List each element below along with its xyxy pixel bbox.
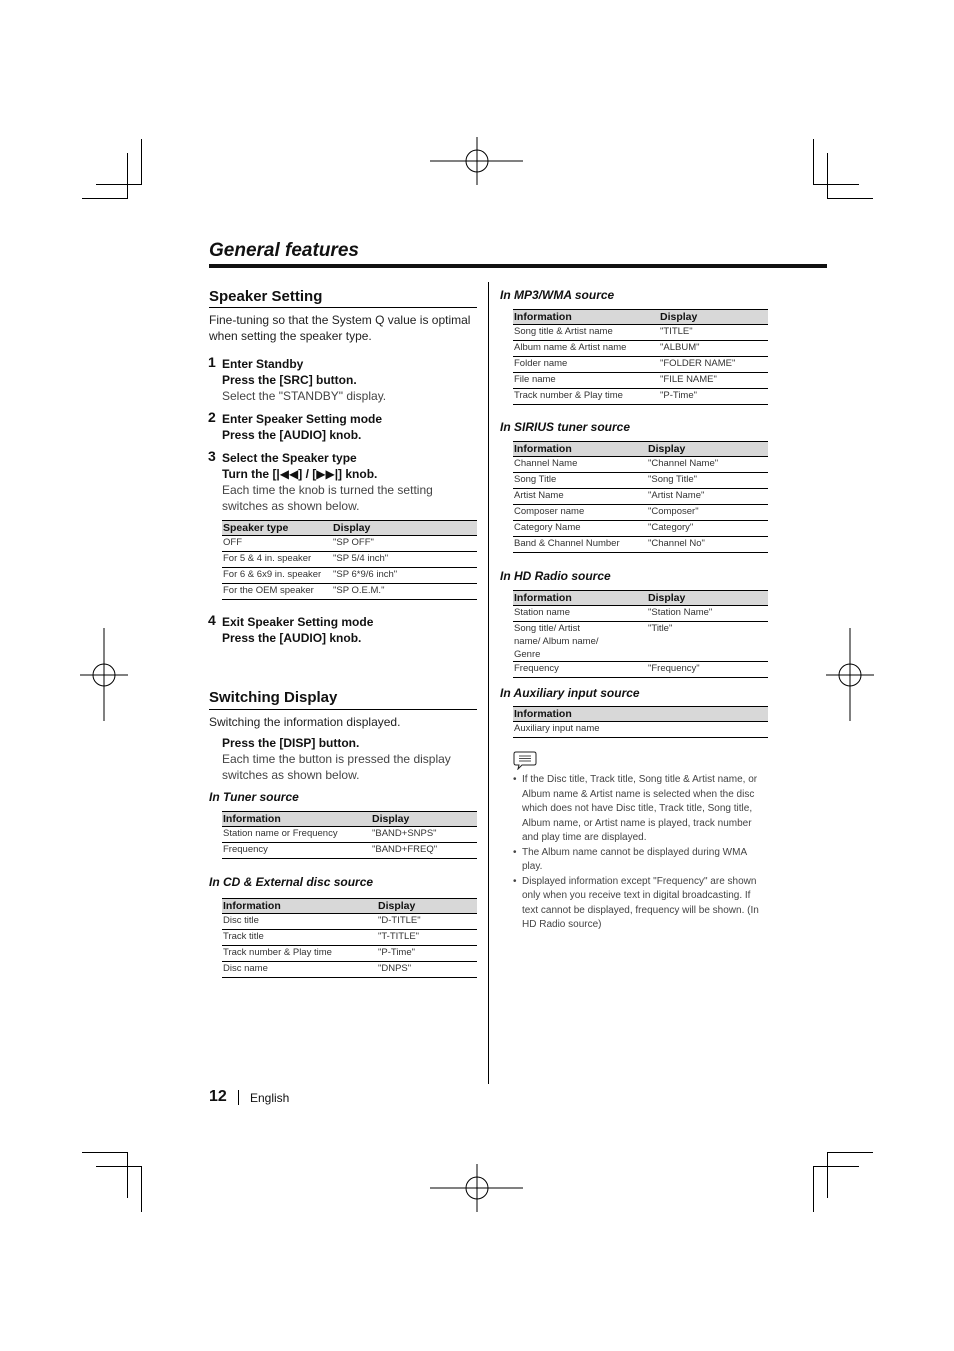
table-cell: "Channel No" bbox=[647, 537, 768, 553]
note-item: • Displayed information except "Frequency" are shown only when you receive text in digital broadcasting. If text cannot be displayed, frequency will be shown. (In HD Radio source) bbox=[513, 875, 768, 933]
switching-intro: Switching the information displayed. bbox=[209, 715, 401, 729]
table-cell: "Channel Name" bbox=[647, 457, 768, 473]
table-cell: "Category" bbox=[647, 521, 768, 537]
table-row bbox=[222, 962, 477, 978]
crop-mark bbox=[813, 1166, 859, 1167]
crop-mark bbox=[82, 198, 128, 199]
table-row bbox=[513, 622, 768, 662]
step-action: Press the [AUDIO] knob. bbox=[222, 631, 362, 645]
switching-action: Press the [DISP] button. bbox=[222, 736, 360, 750]
crop-mark bbox=[127, 1152, 128, 1198]
table-row bbox=[513, 722, 768, 738]
table-row bbox=[513, 357, 768, 373]
notes-list bbox=[513, 773, 768, 933]
table-row bbox=[222, 914, 477, 930]
table-cell: Station name or Frequency bbox=[222, 827, 371, 843]
step-number: 1 bbox=[208, 354, 216, 370]
step-number: 4 bbox=[208, 612, 216, 628]
table-cell: For 5 & 4 in. speaker bbox=[222, 552, 332, 568]
table-header: Display bbox=[647, 591, 768, 606]
table-cell: For 6 & 6x9 in. speaker bbox=[222, 568, 332, 584]
table-header: Display bbox=[647, 442, 768, 457]
step-title: Select the Speaker type bbox=[222, 451, 357, 465]
table-cell: "Title" bbox=[647, 622, 768, 662]
tuner-table bbox=[222, 811, 477, 859]
step-action: Press the [AUDIO] knob. bbox=[222, 428, 362, 442]
table-header: Information bbox=[513, 591, 647, 606]
step-number: 3 bbox=[208, 448, 216, 464]
table-row bbox=[513, 505, 768, 521]
table-row bbox=[513, 489, 768, 505]
registration-mark bbox=[826, 628, 874, 723]
table-cell: "TITLE" bbox=[659, 325, 768, 341]
table-cell: "FOLDER NAME" bbox=[659, 357, 768, 373]
page-number: 12 bbox=[209, 1088, 227, 1105]
switching-display-heading: Switching Display bbox=[209, 689, 338, 706]
table-header: Information bbox=[222, 812, 371, 827]
hd-radio-table bbox=[513, 590, 768, 678]
sirius-table bbox=[513, 441, 768, 553]
crop-mark bbox=[82, 1152, 128, 1153]
table-cell: "Composer" bbox=[647, 505, 768, 521]
table-row bbox=[222, 536, 477, 552]
table-cell: Disc title bbox=[222, 914, 377, 930]
table-cell: Song Title bbox=[513, 473, 647, 489]
table-row bbox=[222, 930, 477, 946]
heading-rule bbox=[209, 307, 477, 308]
table-cell: "Frequency" bbox=[647, 662, 768, 678]
table-cell: Artist Name bbox=[513, 489, 647, 505]
table-cell: "SP O.E.M." bbox=[332, 584, 477, 600]
table-cell: Song title/ Artist name/ Album name/ Genre bbox=[513, 622, 647, 662]
table-row bbox=[513, 537, 768, 553]
table-header: Display bbox=[659, 310, 768, 325]
table-header: Information bbox=[513, 310, 659, 325]
hd-radio-source-label: In HD Radio source bbox=[500, 569, 611, 583]
table-row bbox=[513, 606, 768, 622]
table-cell: "FILE NAME" bbox=[659, 373, 768, 389]
table-row bbox=[513, 389, 768, 405]
table-cell: Channel Name bbox=[513, 457, 647, 473]
crop-mark bbox=[827, 198, 873, 199]
table-row bbox=[222, 584, 477, 600]
table-cell: "SP 6*9/6 inch" bbox=[332, 568, 477, 584]
table-header: Display bbox=[371, 812, 477, 827]
table-cell: "BAND+SNPS" bbox=[371, 827, 477, 843]
table-row bbox=[513, 473, 768, 489]
crop-mark bbox=[141, 139, 142, 185]
crop-mark bbox=[813, 184, 859, 185]
step-action: Turn the [|◀◀] / [▶▶|] knob. bbox=[222, 467, 378, 481]
table-row bbox=[513, 521, 768, 537]
table-row bbox=[222, 552, 477, 568]
note-icon bbox=[512, 750, 538, 770]
table-cell: "ALBUM" bbox=[659, 341, 768, 357]
table-header: Information bbox=[222, 899, 377, 914]
table-cell: Composer name bbox=[513, 505, 647, 521]
crop-mark bbox=[127, 153, 128, 199]
tuner-source-label: In Tuner source bbox=[209, 790, 299, 804]
step-desc: Select the "STANDBY" display. bbox=[222, 389, 387, 403]
table-cell: "P-Time" bbox=[659, 389, 768, 405]
table-cell: Track title bbox=[222, 930, 377, 946]
aux-source-label: In Auxiliary input source bbox=[500, 686, 640, 700]
table-cell: "BAND+FREQ" bbox=[371, 843, 477, 859]
table-cell: "Station Name" bbox=[647, 606, 768, 622]
cd-table bbox=[222, 898, 477, 978]
table-row bbox=[222, 843, 477, 859]
table-cell: "T-TITLE" bbox=[377, 930, 477, 946]
table-cell: Frequency bbox=[222, 843, 371, 859]
table-row bbox=[222, 827, 477, 843]
table-row bbox=[222, 568, 477, 584]
table-cell: "DNPS" bbox=[377, 962, 477, 978]
table-row bbox=[513, 457, 768, 473]
table-row bbox=[222, 946, 477, 962]
crop-mark bbox=[141, 1166, 142, 1212]
table-cell: "SP OFF" bbox=[332, 536, 477, 552]
table-cell: "Song Title" bbox=[647, 473, 768, 489]
table-cell: Band & Channel Number bbox=[513, 537, 647, 553]
mp3-table bbox=[513, 309, 768, 405]
table-cell: Track number & Play time bbox=[222, 946, 377, 962]
step-title: Enter Speaker Setting mode bbox=[222, 412, 383, 426]
switching-desc: Each time the button is pressed the display switches as shown below. bbox=[222, 752, 451, 782]
crop-mark bbox=[827, 153, 828, 199]
footer-separator bbox=[238, 1090, 239, 1105]
column-divider bbox=[488, 282, 489, 1084]
table-cell: Album name & Artist name bbox=[513, 341, 659, 357]
table-cell: OFF bbox=[222, 536, 332, 552]
table-cell: Track number & Play time bbox=[513, 389, 659, 405]
table-cell: Frequency bbox=[513, 662, 647, 678]
table-row bbox=[513, 373, 768, 389]
table-row bbox=[513, 662, 768, 678]
table-cell: File name bbox=[513, 373, 659, 389]
step-title: Enter Standby bbox=[222, 357, 304, 371]
table-row bbox=[513, 341, 768, 357]
table-cell: Folder name bbox=[513, 357, 659, 373]
note-item: • If the Disc title, Track title, Song title & Artist name, or Album name & Artist name is selected when the disc which does not have Disc title, Track title, Song title, Album name, or Artist name is played, track number and play time are displayed. bbox=[513, 773, 768, 846]
table-cell: For the OEM speaker bbox=[222, 584, 332, 600]
table-cell: Disc name bbox=[222, 962, 377, 978]
crop-mark bbox=[827, 1152, 828, 1198]
crop-mark bbox=[96, 184, 142, 185]
cd-source-label: In CD & External disc source bbox=[209, 875, 374, 889]
registration-mark bbox=[430, 1164, 525, 1212]
crop-mark bbox=[813, 139, 814, 185]
table-header: Display bbox=[377, 899, 477, 914]
table-cell: Station name bbox=[513, 606, 647, 622]
step-title: Exit Speaker Setting mode bbox=[222, 615, 374, 629]
table-header: Information bbox=[513, 707, 768, 722]
title-rule bbox=[209, 264, 827, 268]
speaker-setting-heading: Speaker Setting bbox=[209, 288, 323, 305]
table-cell: "D-TITLE" bbox=[377, 914, 477, 930]
table-header: Display bbox=[332, 521, 477, 536]
crop-mark bbox=[827, 1152, 873, 1153]
table-cell: "SP 5/4 inch" bbox=[332, 552, 477, 568]
table-header: Speaker type bbox=[222, 521, 332, 536]
speaker-type-table bbox=[222, 520, 477, 600]
table-cell: "Artist Name" bbox=[647, 489, 768, 505]
table-header: Information bbox=[513, 442, 647, 457]
step-desc: Each time the knob is turned the setting switches as shown below. bbox=[222, 483, 433, 513]
table-cell: Auxiliary input name bbox=[513, 722, 768, 738]
registration-mark bbox=[80, 628, 128, 723]
step-action: Press the [SRC] button. bbox=[222, 373, 357, 387]
table-row bbox=[513, 325, 768, 341]
table-cell: "P-Time" bbox=[377, 946, 477, 962]
aux-table bbox=[513, 706, 768, 738]
heading-rule bbox=[209, 709, 477, 710]
footer-language: English bbox=[250, 1091, 290, 1105]
registration-mark bbox=[430, 137, 525, 185]
crop-mark bbox=[96, 1166, 142, 1167]
mp3-source-label: In MP3/WMA source bbox=[500, 288, 615, 302]
table-cell: Category Name bbox=[513, 521, 647, 537]
page-title: General features bbox=[209, 240, 359, 261]
crop-mark bbox=[813, 1166, 814, 1212]
step-number: 2 bbox=[208, 409, 216, 425]
note-item: • The Album name cannot be displayed during WMA play. bbox=[513, 846, 768, 875]
sirius-source-label: In SIRIUS tuner source bbox=[500, 420, 631, 434]
speaker-intro: Fine-tuning so that the System Q value is optimal when setting the speaker type. bbox=[209, 313, 471, 343]
table-cell: Song title & Artist name bbox=[513, 325, 659, 341]
